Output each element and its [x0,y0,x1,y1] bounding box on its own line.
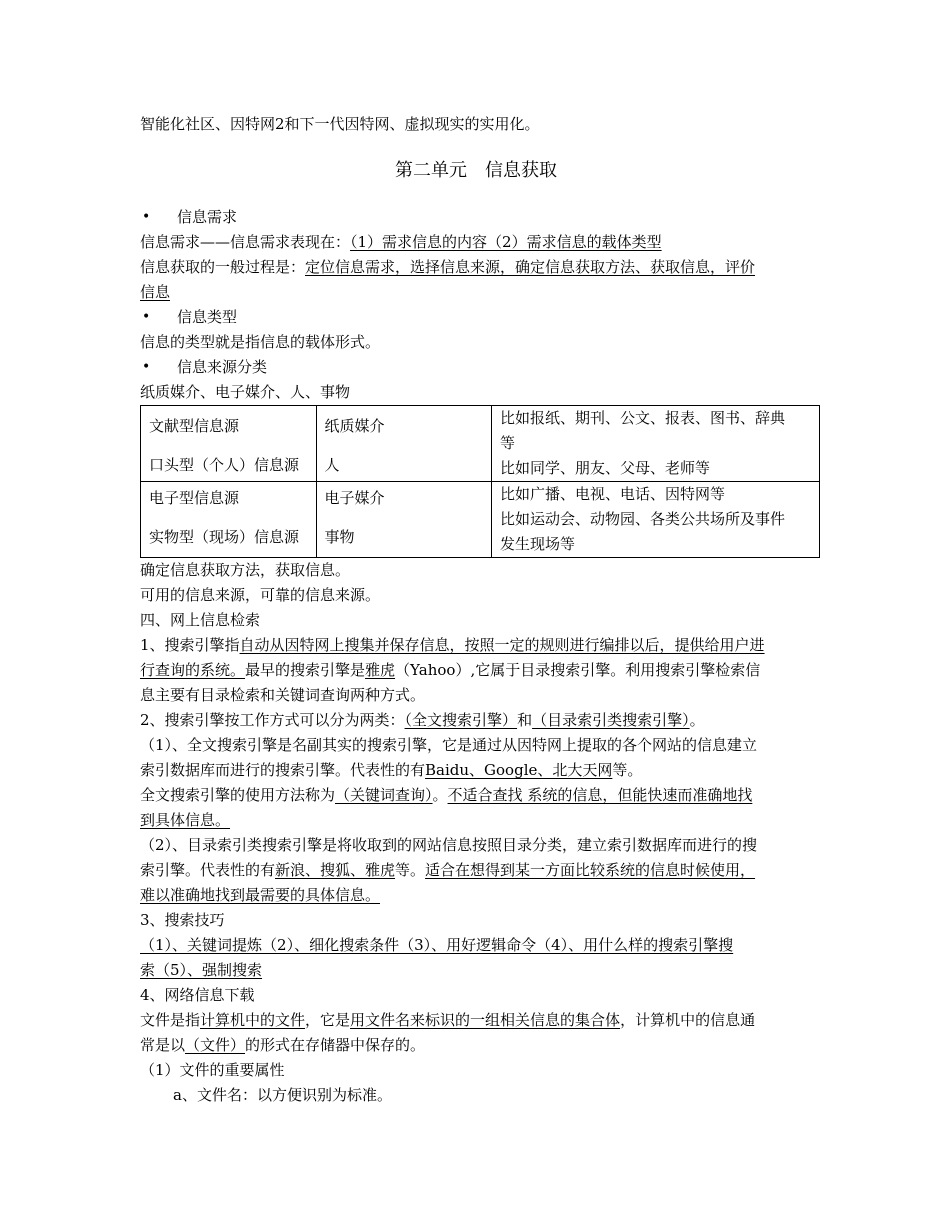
bullet-label: 信息需求 [177,208,238,226]
text-span: 索引擎。代表性的有 [140,861,276,879]
table-cell [316,406,492,482]
text-span: 的形式在存储器中保存的。 [245,1036,426,1054]
table-row [141,482,820,558]
underlined-span: 索（5）、强制搜索 [140,961,263,979]
text-span: 信息获取的一般过程是： [140,258,306,276]
paragraph-fulltext: （1）、全文搜索引擎是名副其实的搜索引擎，它是通过从因特网上提取的各个网站的信息建立 [140,736,758,754]
table-cell [141,482,317,558]
table-row [141,406,820,482]
underlined-span: 不适合查找 系统的信息，但能快速而准确地找 [447,786,753,804]
underlined-span: 行查询的系统。 [140,661,246,679]
paragraph-process [140,255,812,280]
cell-text: 实物型（现场）信息源 [149,527,300,546]
paragraph-file-name: a、文件名：以方便识别为标准。 [173,1086,392,1104]
paragraph-engine-types [140,708,812,733]
text-span: 全文搜索引擎的使用方法称为 [140,786,336,804]
text-span: 。 [689,711,705,729]
paragraph-fulltext-usage [140,783,812,808]
cell-text: 文献型信息源 [149,416,240,435]
underlined-span: 难以准确地找到最需要的具体信息。 [140,886,381,904]
text-span: ，计算机中的信息通 [620,1011,756,1029]
cell-text: 纸质媒介 [324,416,385,435]
cell-text: 事物 [324,527,355,546]
underlined-span: （文件） [185,1036,246,1054]
underlined-span: （关键词查询） [335,786,433,804]
text-span: 。 [432,786,448,804]
paragraph-fulltext-usage-cont [140,808,812,833]
underlined-span: （1）需求信息的内容（2）需求信息的载体类型 [350,233,662,251]
underlined-span: 信息 [140,283,171,301]
table-cell [492,482,820,558]
cell-text: 电子媒介 [324,488,385,507]
paragraph-fulltext-cont [140,758,812,783]
text-span: 等。 [395,861,426,879]
bullet-dot: • [142,309,151,325]
cell-text: 比如报纸、期刊、公文、报表、图书、辞典 [500,409,786,427]
bullet-info-need [140,205,812,230]
underlined-span: 自动从因特网上搜集并保存信息，按照一定的规则进行编排以后，提供给用户进 [239,636,765,654]
cell-text: 等 [500,434,516,452]
cell-text: 比如同学、朋友、父母、老师等 [500,459,711,477]
heading-file-attributes: （1）文件的重要属性 [140,1061,285,1079]
text-span: 等。 [612,761,643,779]
bullet-label: 信息来源分类 [177,358,268,376]
text-span: 常是以 [140,1036,186,1054]
underlined-span: Baidu、Google、北大天网 [425,761,613,779]
heading-search-tips: 3、搜索技巧 [140,911,225,929]
paragraph-search-engine [140,633,812,658]
paragraph-file-def-cont [140,1033,812,1058]
text-span: 信息需求——信息需求表现在： [140,233,351,251]
bullet-dot: • [142,209,151,225]
paragraph-info-need [140,230,812,255]
text-span: 最早的搜索引擎是 [245,661,366,679]
text-span: 文件是指 [140,1011,201,1029]
paragraph-search-engine-cont [140,658,812,683]
paragraph-info-type: 信息的类型就是指信息的载体形式。 [140,333,381,351]
cell-text: 口头型（个人）信息源 [149,455,300,474]
cell-text: 比如运动会、动物园、各类公共场所及事件 [500,510,786,528]
underlined-span: 适合在想得到某一方面比较系统的信息时候使用， [425,861,756,879]
cell-text: 人 [324,455,340,474]
text-span: （Yahoo）,它属于目录搜索引擎。利用搜索引擎检索信 [395,661,761,679]
cell-text: 发生现场等 [500,535,576,553]
underlined-span: 到具体信息。 [140,811,231,829]
underlined-span: 计算机中的文件 [200,1011,306,1029]
underlined-span: 定位信息需求，选择信息来源，确定信息获取方法、获取信息，评价 [305,258,756,276]
cell-text: 比如广播、电视、电话、因特网等 [500,485,726,503]
text-span: 和 [517,711,533,729]
cell-text: 电子型信息源 [149,488,240,507]
text-span: 1、搜索引擎指 [140,636,240,654]
paragraph-directory-cont [140,858,812,883]
table-cell [492,406,820,482]
paragraph-file-def [140,1008,812,1033]
underlined-span: 新浪、搜狐、雅虎 [275,861,396,879]
paragraph-directory: （2）、目录索引类搜索引擎是将收取到的网站信息按照目录分类，建立索引数据库而进行的搜 [140,836,758,854]
intro-line [140,112,812,137]
section-title: 第二单元 信息获取 [395,160,557,181]
paragraph-search-engine-end: 息主要有目录检索和关键词查询两种方式。 [140,686,426,704]
paragraph-media: 纸质媒介、电子媒介、人、事物 [140,383,351,401]
paragraph-process-cont [140,280,812,305]
paragraph-search-tips-cont [140,958,812,983]
text-span: ，它是 [305,1011,351,1029]
table-cell [141,406,317,482]
intro-text: 智能化社区、因特网2和下一代因特网、虚拟现实的实用化。 [140,115,540,133]
underlined-span: 用文件名来标识的一组相关信息的集合体 [350,1011,621,1029]
bullet-dot: • [142,359,151,375]
paragraph-method: 确定信息获取方法，获取信息。 [140,561,351,579]
underlined-span: （1）、关键词提炼（2）、细化搜索条件（3）、用好逻辑命令（4）、用什么样的搜索引擎搜 [140,936,734,954]
bullet-label: 信息类型 [177,308,238,326]
heading-online-search: 四、网上信息检索 [140,611,261,629]
text-span: 索引数据库而进行的搜索引擎。代表性的有 [140,761,426,779]
paragraph-directory-end [140,883,812,908]
bullet-info-type [140,305,812,330]
underlined-span: 雅虎 [365,661,396,679]
paragraph-reliable: 可用的信息来源，可靠的信息来源。 [140,586,381,604]
document-body [140,112,812,1108]
underlined-span: （目录索引类搜索引擎） [532,711,690,729]
table-cell [316,482,492,558]
heading-download: 4、网络信息下载 [140,986,255,1004]
underlined-span: （全文搜索引擎） [404,711,518,729]
info-source-table [140,405,820,558]
text-span: 2、搜索引擎按工作方式可以分为两类： [140,711,405,729]
paragraph-search-tips [140,933,812,958]
bullet-info-source [140,355,812,380]
